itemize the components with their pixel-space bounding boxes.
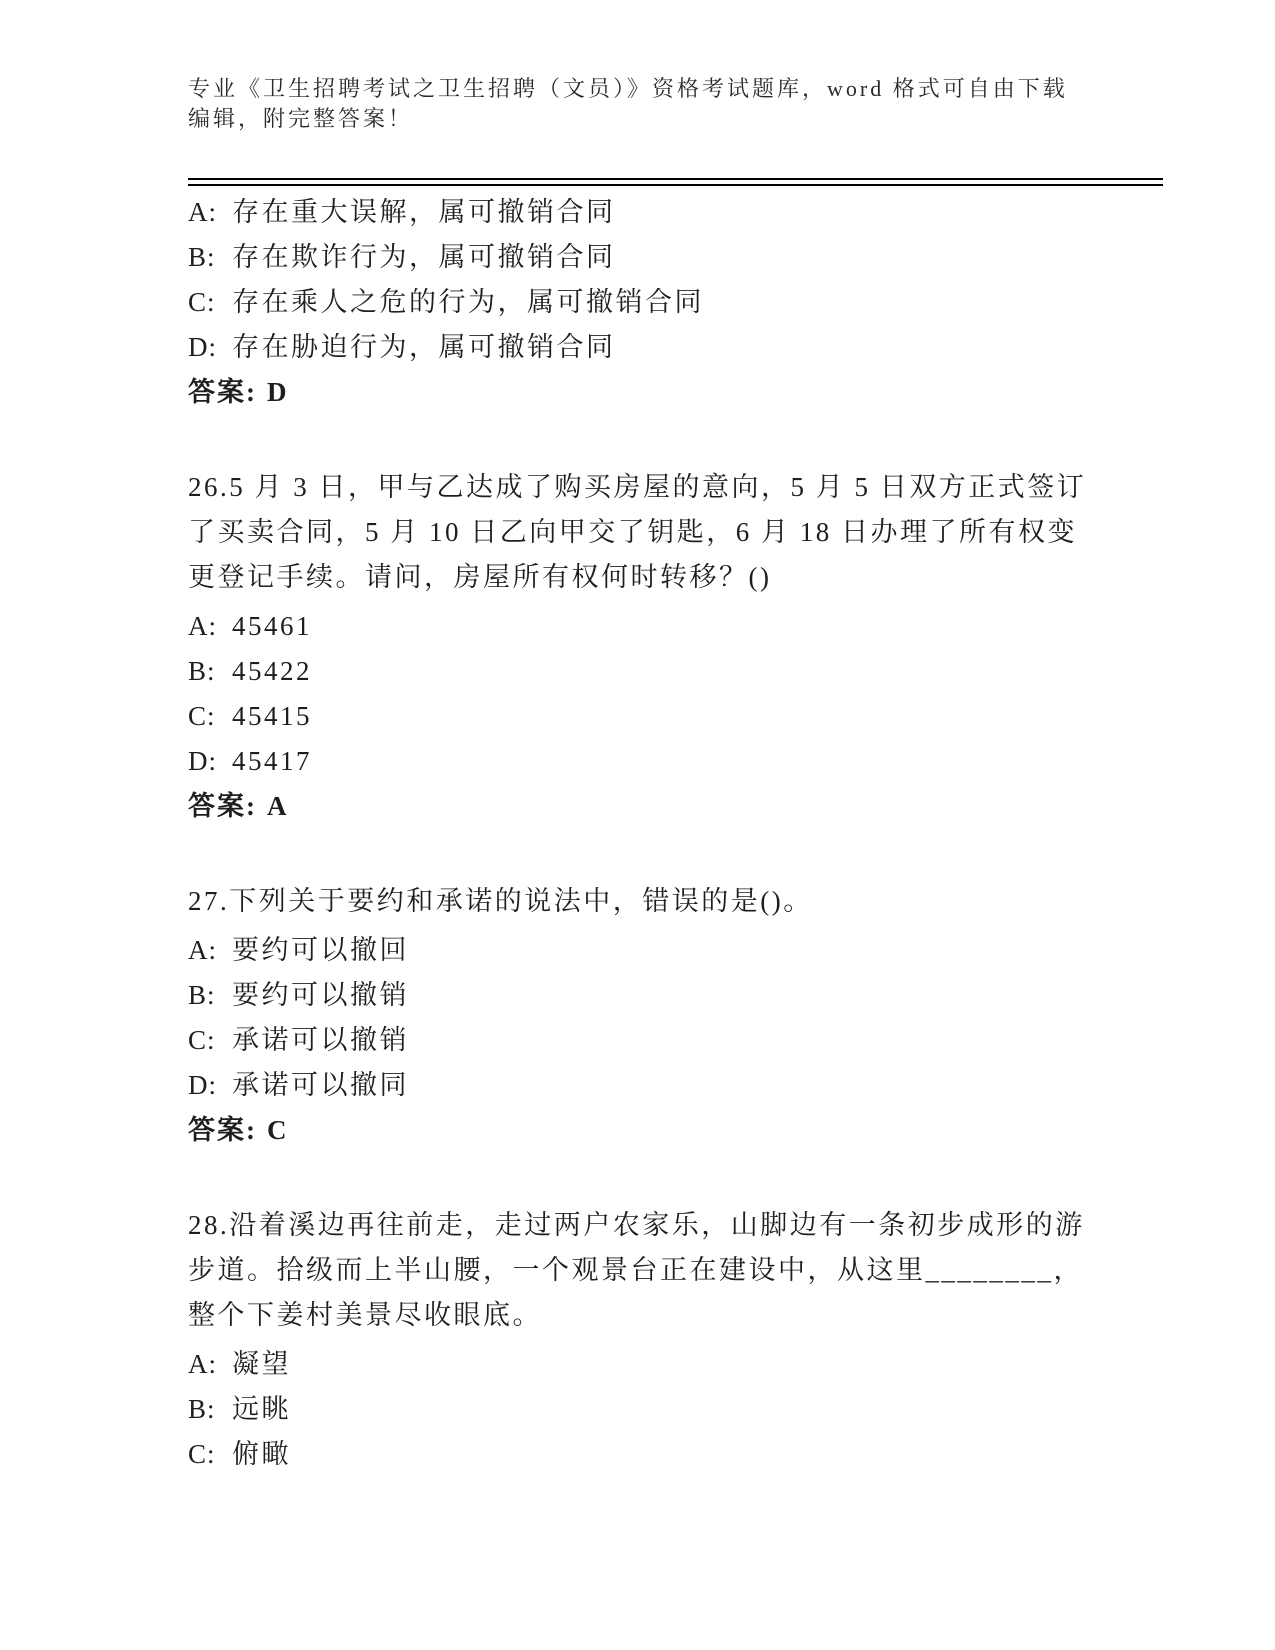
answer-value: D (267, 377, 287, 407)
option-text: 45422 (232, 656, 312, 686)
option-row (188, 235, 1163, 280)
option-row (188, 694, 1163, 739)
document-header (188, 74, 1163, 134)
header-separator-rule (188, 178, 1163, 186)
options-list (188, 928, 1163, 1108)
header-line-1: 专业《卫生招聘考试之卫生招聘（文员）》资格考试题库，word 格式可自由下载 (188, 76, 1068, 101)
question-stem: 28.沿着溪边再往前走，走过两户农家乐，山脚边有一条初步成形的游步道。拾级而上半山腰，一个观景台正在建设中，从这里________，整个下姜村美景尽收眼底。 (188, 1210, 1085, 1330)
option-text: 存在重大误解，属可撤销合同 (232, 197, 616, 227)
option-text: 承诺可以撤同 (232, 1070, 409, 1100)
option-row (188, 649, 1163, 694)
question-block-27 (188, 879, 1163, 1153)
options-list (188, 190, 1163, 370)
answer-value: A (267, 791, 287, 821)
option-text: 45415 (232, 701, 312, 731)
option-text: 存在胁迫行为，属可撤销合同 (232, 332, 616, 362)
option-key: C: (188, 287, 216, 317)
option-key: A: (188, 1349, 217, 1379)
option-key: D: (188, 332, 217, 362)
option-key: C: (188, 1439, 216, 1469)
answer-label: 答案: (188, 791, 257, 821)
header-line-2: 编辑，附完整答案！ (188, 106, 414, 131)
option-row (188, 928, 1163, 973)
option-key: A: (188, 197, 217, 227)
answer-line (188, 784, 1163, 829)
option-row (188, 280, 1163, 325)
option-text: 存在欺诈行为，属可撤销合同 (232, 242, 616, 272)
option-row (188, 325, 1163, 370)
question-stem: 27.下列关于要约和承诺的说法中，错误的是()。 (188, 886, 813, 916)
option-row (188, 190, 1163, 235)
option-text: 45461 (232, 611, 312, 641)
option-key: B: (188, 656, 216, 686)
option-text: 俯瞰 (232, 1439, 291, 1469)
option-key: D: (188, 1070, 217, 1100)
option-key: C: (188, 1025, 216, 1055)
option-row (188, 973, 1163, 1018)
option-text: 要约可以撤销 (232, 980, 409, 1010)
option-text: 要约可以撤回 (232, 935, 409, 965)
answer-line (188, 1108, 1163, 1153)
option-key: C: (188, 701, 216, 731)
option-row (188, 739, 1163, 784)
option-row (188, 1387, 1163, 1432)
options-list (188, 1342, 1163, 1477)
option-row (188, 1342, 1163, 1387)
options-list (188, 604, 1163, 784)
option-key: A: (188, 611, 217, 641)
option-text: 凝望 (232, 1349, 291, 1379)
answer-label: 答案: (188, 1115, 257, 1145)
option-key: D: (188, 746, 217, 776)
option-key: A: (188, 935, 217, 965)
option-text: 承诺可以撤销 (232, 1025, 409, 1055)
option-key: B: (188, 980, 216, 1010)
option-text: 存在乘人之危的行为，属可撤销合同 (232, 287, 704, 317)
question-block-25-partial (188, 190, 1163, 415)
question-block-28 (188, 1203, 1163, 1477)
question-stem: 26.5 月 3 日，甲与乙达成了购买房屋的意向，5 月 5 日双方正式签订了买卖合同，5 月 10 日乙向甲交了钥匙，6 月 18 日办理了所有权变更登记手续。请问，房屋所有权何时转移？() (188, 472, 1087, 592)
option-row (188, 1063, 1163, 1108)
option-key: B: (188, 242, 216, 272)
option-row (188, 1432, 1163, 1477)
answer-line (188, 370, 1163, 415)
option-key: B: (188, 1394, 216, 1424)
option-row (188, 604, 1163, 649)
option-text: 45417 (232, 746, 312, 776)
option-row (188, 1018, 1163, 1063)
question-block-26 (188, 465, 1163, 829)
option-text: 远眺 (232, 1394, 291, 1424)
answer-label: 答案: (188, 377, 257, 407)
answer-value: C (267, 1115, 287, 1145)
